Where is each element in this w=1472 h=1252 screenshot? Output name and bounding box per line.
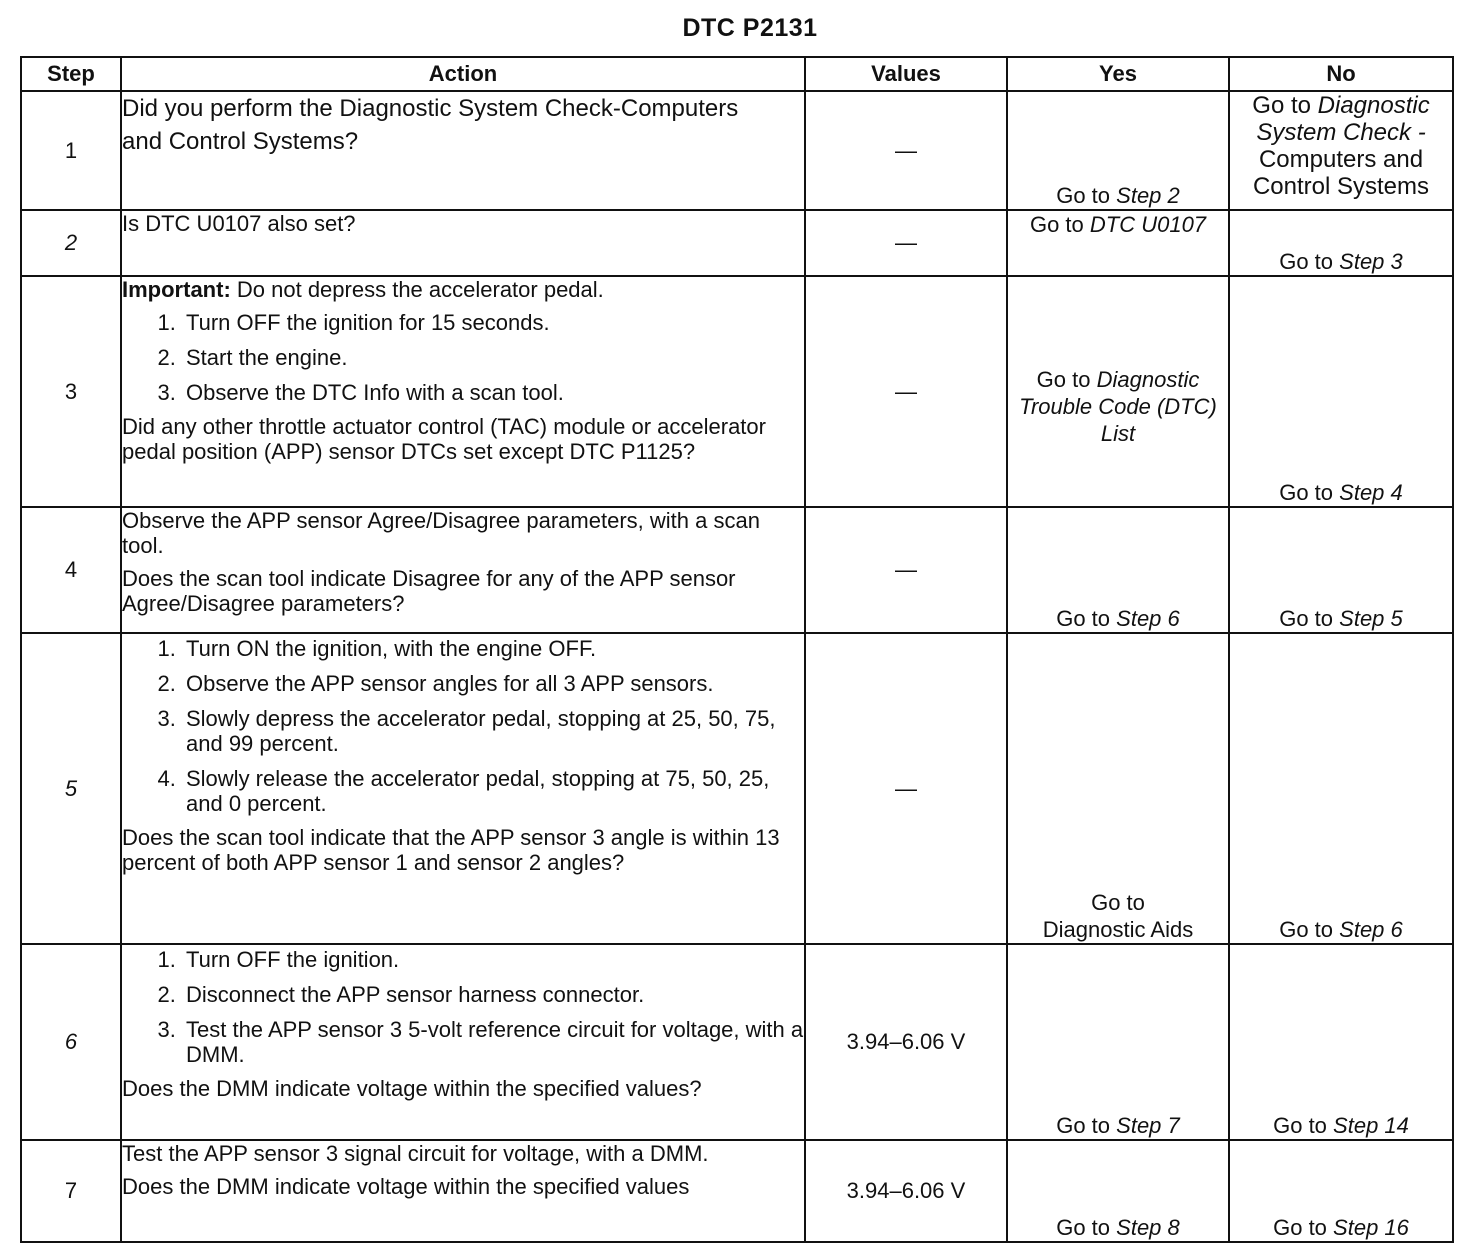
goto-prefix: Go to (1029, 212, 1084, 237)
step-number: 1 (21, 91, 121, 210)
header-values: Values (805, 57, 1007, 91)
values-cell: — (805, 276, 1007, 507)
action-cell (121, 507, 805, 633)
list-item: 3. Observe the DTC Info with a scan tool. (182, 380, 804, 405)
values-cell: — (805, 210, 1007, 276)
goto-link[interactable]: Step 7 (1116, 1113, 1180, 1138)
goto-prefix: Go to (1273, 1215, 1327, 1240)
no-cell (1229, 1140, 1453, 1242)
goto-prefix: Go to (1056, 1113, 1111, 1138)
header-action: Action (121, 57, 805, 91)
goto-link[interactable]: Step 5 (1339, 606, 1403, 631)
list-item: 2. Start the engine. (182, 345, 804, 370)
no-cell (1229, 507, 1453, 633)
table-row (21, 944, 1453, 1140)
list-item: 1. Turn OFF the ignition for 15 seconds. (182, 310, 804, 335)
action-question: Is DTC U0107 also set? (122, 211, 356, 236)
step-number: 6 (21, 944, 121, 1140)
action-cell (121, 633, 805, 944)
action-steps (122, 947, 804, 1067)
values-cell: — (805, 633, 1007, 944)
no-cell (1229, 633, 1453, 944)
step-number: 4 (21, 507, 121, 633)
important-label: Important: (122, 277, 231, 302)
action-instruction: Test the APP sensor 3 signal circuit for voltage, with a DMM. (122, 1141, 709, 1166)
action-question: Does the DMM indicate voltage within the specified values? (122, 1076, 702, 1101)
step-number: 7 (21, 1140, 121, 1242)
values-cell: 3.94–6.06 V (805, 944, 1007, 1140)
goto-prefix: Go to (1056, 606, 1111, 631)
goto-link[interactable]: Step 2 (1116, 183, 1180, 208)
list-item: 1. Turn ON the ignition, with the engine OFF. (182, 636, 804, 661)
goto-link[interactable]: Step 8 (1116, 1215, 1180, 1240)
values-cell: — (805, 507, 1007, 633)
list-item: 3. Slowly depress the accelerator pedal, stopping at 25, 50, 75, and 99 percent. (182, 706, 804, 756)
goto-link[interactable]: DTC U0107 (1089, 212, 1207, 237)
goto-link[interactable]: Step 14 (1333, 1113, 1409, 1138)
list-item: 2. Disconnect the APP sensor harness connector. (182, 982, 804, 1007)
no-cell (1229, 210, 1453, 276)
important-text: Do not depress the accelerator pedal. (236, 277, 604, 302)
goto-prefix: Go to (1036, 367, 1091, 392)
table-row (21, 91, 1453, 210)
step-number: 5 (21, 633, 121, 944)
goto-link[interactable]: Step 16 (1333, 1215, 1409, 1240)
goto-link[interactable]: Step 6 (1339, 917, 1403, 942)
list-item: 2. Observe the APP sensor angles for all 3 APP sensors. (182, 671, 804, 696)
goto-link[interactable]: Step 6 (1116, 606, 1180, 631)
goto-link[interactable]: Step 3 (1339, 249, 1403, 274)
action-question: and Control Systems? (122, 128, 359, 155)
list-item: 4. Slowly release the accelerator pedal, stopping at 75, 50, 25, and 0 percent. (182, 766, 804, 816)
step-number: 3 (21, 276, 121, 507)
goto-prefix: Go to (1252, 92, 1311, 119)
action-cell (121, 91, 805, 210)
goto-prefix: Go to (1056, 1215, 1111, 1240)
yes-cell (1007, 507, 1229, 633)
table-row (21, 507, 1453, 633)
step-number: 2 (21, 210, 121, 276)
goto-prefix: Go to (1279, 917, 1334, 942)
values-cell: — (805, 91, 1007, 210)
action-question: Did you perform the Diagnostic System Check-Computers (122, 95, 739, 122)
yes-cell (1007, 944, 1229, 1140)
list-item: 3. Test the APP sensor 3 5-volt reference circuit for voltage, with a DMM. (182, 1017, 804, 1067)
goto-link[interactable]: Step 4 (1339, 480, 1403, 505)
action-question: Does the DMM indicate voltage within the specified values (122, 1174, 690, 1199)
action-question: Did any other throttle actuator control (TAC) module or accelerator pedal position (APP) sensor DTCs set except DTC P1125? (122, 414, 766, 464)
goto-link[interactable]: Diagnostic Trouble Code (DTC) List (1019, 367, 1217, 446)
page-title: DTC P2131 (682, 14, 818, 42)
goto-prefix: Go to (1279, 606, 1334, 631)
header-step: Step (21, 57, 121, 91)
action-cell (121, 210, 805, 276)
goto-prefix: Go to (1279, 249, 1334, 274)
table-row (21, 210, 1453, 276)
no-cell (1229, 276, 1453, 507)
goto-prefix: Go to (1279, 480, 1334, 505)
values-cell: 3.94–6.06 V (805, 1140, 1007, 1242)
no-cell (1229, 91, 1453, 210)
goto-prefix: Go to (1273, 1113, 1327, 1138)
yes-cell (1007, 91, 1229, 210)
goto-link[interactable]: Diagnostic System Check - (1256, 92, 1430, 146)
important-note (122, 277, 804, 302)
action-question: Does the scan tool indicate that the APP sensor 3 angle is within 13 percent of both APP sensor 1 and sensor 2 angles? (122, 825, 780, 875)
action-cell (121, 276, 805, 507)
action-steps (122, 636, 804, 816)
table-row (21, 1140, 1453, 1242)
table-row (21, 633, 1453, 944)
diagnostic-table (20, 56, 1454, 1243)
list-item: 1. Turn OFF the ignition. (182, 947, 804, 972)
action-instruction: Observe the APP sensor Agree/Disagree parameters, with a scan tool. (122, 508, 760, 558)
action-cell (121, 944, 805, 1140)
table-row (21, 276, 1453, 507)
header-yes: Yes (1007, 57, 1229, 91)
goto-link[interactable]: Diagnostic Aids (1042, 917, 1194, 942)
yes-cell (1007, 276, 1229, 507)
action-question: Does the scan tool indicate Disagree for any of the APP sensor Agree/Disagree parameters? (122, 566, 736, 616)
no-cell (1229, 944, 1453, 1140)
goto-link-suffix[interactable]: Computers and Control Systems (1252, 146, 1430, 200)
action-steps (122, 310, 804, 405)
header-no: No (1229, 57, 1453, 91)
goto-prefix: Go to (1091, 890, 1145, 915)
yes-cell (1007, 210, 1229, 276)
yes-cell (1007, 1140, 1229, 1242)
yes-cell (1007, 633, 1229, 944)
header-row (21, 57, 1453, 91)
goto-prefix: Go to (1056, 183, 1111, 208)
action-cell (121, 1140, 805, 1242)
